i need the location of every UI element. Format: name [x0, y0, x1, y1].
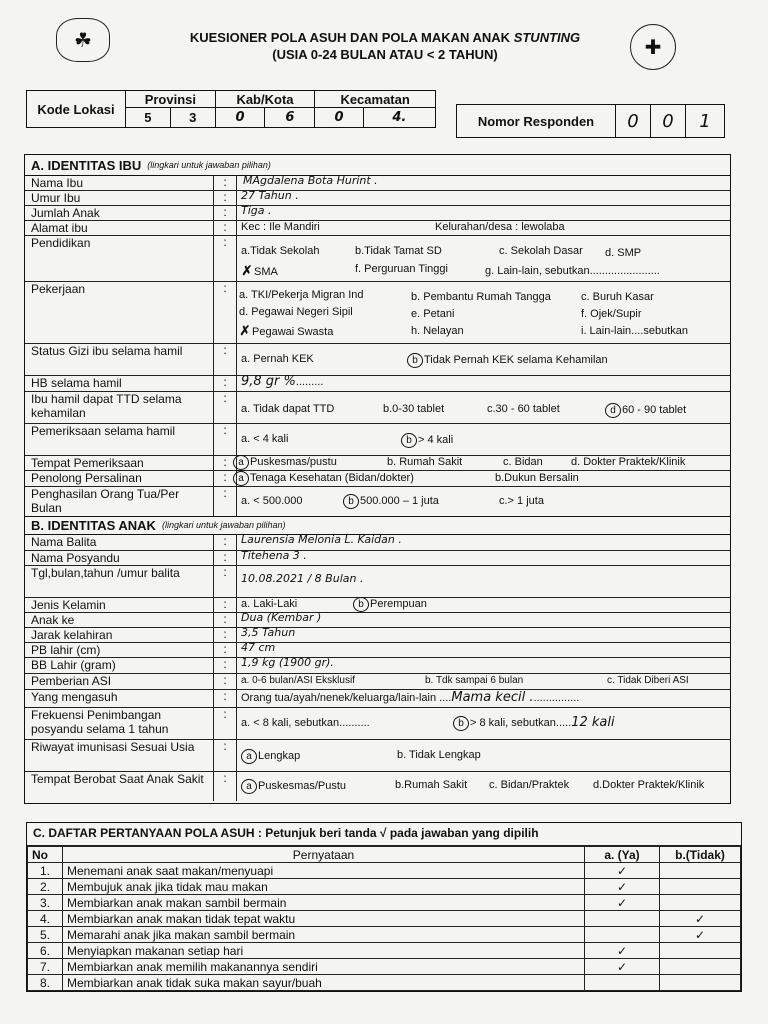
colon: :: [213, 486, 237, 516]
colon: :: [213, 739, 237, 771]
option: a.Tidak Sekolah: [241, 245, 320, 257]
field-value: 9,8 gr %: [241, 374, 296, 389]
row-no: 2.: [28, 879, 63, 895]
field-value: Titehena 3 .: [241, 549, 307, 562]
field-label: Jumlah Anak: [31, 206, 100, 220]
section-a-note: (lingkari untuk jawaban pilihan): [147, 160, 271, 170]
questionnaire-title: [140, 30, 630, 45]
field-value: MAgdalena Bota Hurint .: [243, 174, 378, 187]
table-row: [28, 943, 741, 959]
row-statement: Membiarkan anak memilih makanannya sendiri: [63, 959, 585, 975]
respondent-digit: 0: [651, 105, 686, 137]
title-emphasis: STUNTING: [513, 30, 581, 45]
option-selected: [605, 403, 686, 418]
colon: :: [213, 707, 237, 739]
provinsi-digit: 5: [126, 108, 171, 128]
option-selected: [241, 779, 346, 794]
field-label: Penolong Persalinan: [31, 471, 142, 485]
option-selected: [241, 263, 278, 279]
colon: :: [213, 550, 237, 565]
option-label: Pegawai Swasta: [252, 326, 334, 338]
circle-cross-mark-icon: b: [453, 716, 469, 731]
option: d. SMP: [605, 247, 642, 259]
location-code-table: [26, 90, 436, 128]
option: a. < 4 kali: [241, 433, 289, 445]
field-value: 47 cm: [241, 641, 276, 654]
colon: :: [213, 597, 237, 612]
option-label: Tidak Pernah KEK selama Kehamilan: [424, 354, 608, 366]
field-label: Riwayat imunisasi Sesuai Usia: [31, 740, 195, 754]
field-label: PB lahir (cm): [31, 643, 101, 657]
check-ya-icon: ✓: [585, 943, 660, 959]
row-pemberian-asi: [25, 673, 730, 690]
option: a. Pernah KEK: [241, 353, 314, 365]
option: f. Perguruan Tinggi: [355, 263, 448, 275]
circle-mark-icon: b: [407, 353, 423, 368]
colon: :: [213, 689, 237, 707]
row-bb-lahir: [25, 657, 730, 674]
option: b. Rumah Sakit: [387, 456, 463, 468]
row-penghasilan: [25, 486, 730, 517]
circle-mark-icon: a: [233, 471, 249, 486]
row-status-gizi: [25, 343, 730, 376]
field-label: Nama Posyandu: [31, 551, 120, 565]
option: b.0-30 tablet: [383, 403, 445, 415]
row-pekerjaan: [25, 281, 730, 344]
field-label: Jenis Kelamin: [31, 598, 106, 612]
option-label: Puskesmas/Pustu: [258, 780, 347, 792]
option-selected: [233, 455, 337, 470]
field-label: Tempat Berobat Saat Anak Sakit: [31, 772, 204, 786]
option: b.Tidak Tamat SD: [355, 245, 442, 257]
table-row: [28, 863, 741, 879]
field-label: Frekuensi Penimbangan posyandu selama 1 tahun: [31, 708, 169, 736]
colon: :: [213, 455, 237, 470]
row-no: 7.: [28, 959, 63, 975]
dotted-line: ...............: [533, 692, 580, 704]
option-selected: [343, 494, 439, 509]
check-tidak-icon: [660, 879, 741, 895]
option-label: > 8 kali, sebutkan.....: [470, 717, 572, 729]
colon: :: [213, 657, 237, 673]
colon: :: [213, 771, 237, 801]
cross-mark-icon: ✗: [241, 263, 253, 278]
kab-digit: 6: [265, 108, 315, 128]
field-label: Pendidikan: [31, 236, 91, 250]
respondent-number-box: [456, 104, 725, 138]
section-c-table: [26, 822, 742, 992]
section-c-title: C. DAFTAR PERTANYAAN POLA ASUH :: [33, 826, 262, 840]
parenting-questions-table: [27, 846, 741, 991]
field-value: 27 Tahun .: [241, 189, 299, 202]
section-c-instruction: Petunjuk beri tanda √ pada jawaban yang dipilih: [265, 826, 539, 840]
field-label: Alamat ibu: [31, 221, 88, 235]
option: c.30 - 60 tablet: [487, 403, 560, 415]
option-selected: [233, 471, 414, 486]
option-label: 500.000 – 1 juta: [360, 495, 439, 507]
colon: :: [213, 175, 237, 190]
table-row: [28, 975, 741, 991]
field-label: Status Gizi ibu selama hamil: [31, 344, 183, 358]
colon: :: [213, 220, 237, 235]
circle-cross-mark-icon: a: [241, 749, 257, 764]
col-header-ya: a. (Ya): [585, 847, 660, 863]
option-label: 60 - 90 tablet: [622, 404, 687, 416]
option: b. Pembantu Rumah Tangga: [411, 291, 551, 303]
row-pendidikan: [25, 235, 730, 282]
colon: :: [213, 642, 237, 657]
circle-cross-mark-icon: a: [241, 779, 257, 794]
row-no: 6.: [28, 943, 63, 959]
option: i. Lain-lain....sebutkan: [581, 325, 689, 337]
table-row: [28, 959, 741, 975]
colon: :: [213, 565, 237, 597]
right-health-emblem-logo: ✚: [630, 24, 676, 70]
field-label: Nama Ibu: [31, 176, 84, 190]
option: d.Dokter Praktek/Klinik: [593, 779, 705, 791]
kec-digit: 4.: [363, 108, 435, 128]
field-value: 3,5 Tahun: [241, 626, 296, 639]
option-selected: [239, 323, 333, 339]
field-label: BB Lahir (gram): [31, 658, 116, 672]
colon: :: [213, 470, 237, 486]
row-frekuensi-penimbangan: [25, 707, 730, 740]
check-ya-icon: [585, 975, 660, 991]
title-line1: KUESIONER POLA ASUH DAN POLA MAKAN ANAK: [189, 30, 511, 45]
identity-form: [24, 154, 731, 804]
table-row: [28, 927, 741, 943]
option: a. Tidak dapat TTD: [241, 403, 335, 415]
table-row: [28, 895, 741, 911]
circle-mark-icon: a: [233, 455, 249, 470]
check-ya-icon: ✓: [585, 895, 660, 911]
table-header-row: [28, 847, 741, 863]
option-label: Puskesmas/pustu: [250, 456, 337, 468]
row-statement: Menemani anak saat makan/menyuapi: [63, 863, 585, 879]
option-selected: [453, 715, 615, 731]
field-label: Tgl,bulan,tahun /umur balita: [31, 566, 180, 580]
left-emblem-logo: ☘: [56, 18, 110, 62]
check-ya-icon: ✓: [585, 879, 660, 895]
kab-kota-label: Kab/Kota: [215, 91, 315, 108]
row-ttd: [25, 391, 730, 424]
kecamatan-label: Kecamatan: [315, 91, 436, 108]
option-selected: [407, 353, 608, 368]
field-label: Pekerjaan: [31, 282, 86, 296]
option: a. TKI/Pekerja Migran Ind: [239, 289, 364, 301]
row-tanggal-lahir: [25, 565, 730, 598]
circle-mark-icon: d: [605, 403, 621, 418]
colon: :: [213, 190, 237, 205]
option-label: Lengkap: [258, 750, 301, 762]
col-header-tidak: b.(Tidak): [660, 847, 741, 863]
row-tempat-berobat: [25, 771, 730, 801]
row-no: 3.: [28, 895, 63, 911]
option: c. Bidan/Praktek: [489, 779, 570, 791]
check-ya-icon: [585, 927, 660, 943]
option: d. Pegawai Negeri Sipil: [239, 306, 353, 318]
field-label: Pemeriksaan selama hamil: [31, 424, 176, 438]
colon: :: [213, 205, 237, 220]
row-alamat-ibu: [25, 220, 730, 236]
row-statement: Membiarkan anak tidak suka makan sayur/buah: [63, 975, 585, 991]
col-header-no: No: [28, 847, 63, 863]
option: c.> 1 juta: [499, 495, 544, 507]
check-tidak-icon: [660, 959, 741, 975]
row-no: 4.: [28, 911, 63, 927]
colon: :: [213, 235, 237, 281]
field-value: Mama kecil .: [451, 690, 534, 705]
row-statement: Membiarkan anak makan tidak tepat waktu: [63, 911, 585, 927]
dotted-line: .........: [295, 376, 324, 388]
colon: :: [213, 391, 237, 423]
row-no: 1.: [28, 863, 63, 879]
table-row: [28, 879, 741, 895]
provinsi-label: Provinsi: [126, 91, 216, 108]
field-label: Jarak kelahiran: [31, 628, 113, 642]
option: a. < 500.000: [241, 495, 303, 507]
row-statement: Memarahi anak jika makan sambil bermain: [63, 927, 585, 943]
respondent-digit: 0: [616, 105, 651, 137]
option: d. Dokter Praktek/Klinik: [571, 456, 686, 468]
section-b-title: B. IDENTITAS ANAK: [31, 517, 156, 533]
option: h. Nelayan: [411, 325, 464, 337]
field-value: 12 kali: [571, 715, 615, 730]
row-statement: Membiarkan anak makan sambil bermain: [63, 895, 585, 911]
row-hb: [25, 375, 730, 392]
row-riwayat-imunisasi: [25, 739, 730, 772]
check-tidak-icon: [660, 975, 741, 991]
option: b.Dukun Bersalin: [495, 472, 579, 484]
circle-cross-mark-icon: b: [353, 597, 369, 612]
field-label: Nama Balita: [31, 535, 97, 549]
field-label: Anak ke: [31, 613, 75, 627]
circle-mark-icon: b: [343, 494, 359, 509]
field-label: Tempat Pemeriksaan: [31, 456, 144, 470]
colon: :: [213, 281, 237, 343]
row-nama-posyandu: [25, 550, 730, 566]
field-label: HB selama hamil: [31, 376, 122, 390]
kab-digit: 0: [215, 108, 265, 128]
row-pemeriksaan: [25, 423, 730, 456]
option: a. < 8 kali, sebutkan..........: [241, 717, 370, 729]
field-value: Dua (Kembar ): [241, 611, 322, 624]
colon: :: [213, 375, 237, 391]
colon: :: [213, 673, 237, 689]
row-no: 8.: [28, 975, 63, 991]
check-ya-icon: ✓: [585, 863, 660, 879]
field-label: Ibu hamil dapat TTD selama kehamilan: [31, 392, 182, 420]
respondent-number-label: Nomor Responden: [457, 105, 616, 137]
row-no: 5.: [28, 927, 63, 943]
option: b. Tdk sampai 6 bulan: [425, 675, 524, 686]
option: b.Rumah Sakit: [395, 779, 468, 791]
check-tidak-icon: [660, 895, 741, 911]
col-header-statement: Pernyataan: [63, 847, 585, 863]
option: a. Laki-Laki: [241, 598, 298, 610]
kelurahan-value: Kelurahan/desa : lewolaba: [435, 221, 565, 233]
field-label: Umur Ibu: [31, 191, 81, 205]
option-label: Tenaga Kesehatan (Bidan/dokter): [250, 472, 414, 484]
colon: :: [213, 612, 237, 627]
field-value: Laurensia Melonia L. Kaidan .: [241, 533, 402, 546]
option: e. Petani: [411, 308, 455, 320]
questionnaire-subtitle: (USIA 0-24 BULAN ATAU < 2 TAHUN): [272, 47, 498, 62]
option-label: SMA: [254, 266, 278, 278]
colon: :: [213, 627, 237, 642]
kec-digit: 0: [315, 108, 363, 128]
row-penolong-persalinan: [25, 470, 730, 487]
option: c. Buruh Kasar: [581, 291, 654, 303]
section-b-note: (lingkari untuk jawaban pilihan): [161, 520, 286, 530]
option-label: Perempuan: [370, 598, 427, 610]
field-label: Pemberian ASI: [31, 674, 112, 688]
check-tidak-icon: ✓: [660, 927, 741, 943]
section-c-header: [27, 823, 741, 846]
field-value: Tiga .: [241, 204, 272, 217]
kecamatan-value: Kec : Ile Mandiri: [241, 221, 320, 233]
row-statement: Menyiapkan makanan setiap hari: [63, 943, 585, 959]
circle-mark-icon: b: [401, 433, 417, 448]
row-tempat-pemeriksaan: [25, 455, 730, 471]
option: a. 0-6 bulan/ASI Eksklusif: [241, 675, 355, 686]
field-value: 10.08.2021 / 8 Bulan .: [241, 572, 364, 585]
field-label: Penghasilan Orang Tua/Per Bulan: [31, 487, 180, 515]
option: f. Ojek/Supir: [581, 308, 642, 320]
colon: :: [213, 534, 237, 550]
option: b. Tidak Lengkap: [397, 749, 481, 761]
colon: :: [213, 343, 237, 375]
colon: :: [213, 423, 237, 455]
field-value: 1,9 kg (1900 gr).: [241, 656, 334, 669]
location-code-label: Kode Lokasi: [27, 91, 126, 128]
row-statement: Membujuk anak jika tidak mau makan: [63, 879, 585, 895]
check-ya-icon: [585, 911, 660, 927]
check-tidak-icon: [660, 943, 741, 959]
option-selected: [241, 749, 300, 764]
option-list: Orang tua/ayah/nenek/keluarga/lain-lain ....: [241, 692, 452, 704]
option: c. Tidak Diberi ASI: [607, 675, 689, 686]
cross-mark-icon: ✗: [239, 323, 251, 338]
provinsi-digit: 3: [170, 108, 215, 128]
option: c. Bidan: [503, 456, 543, 468]
check-ya-icon: ✓: [585, 959, 660, 975]
section-a-title: A. IDENTITAS IBU: [31, 157, 142, 173]
option: g. Lain-lain, sebutkan.......................: [485, 265, 660, 277]
field-label: Yang mengasuh: [31, 690, 118, 704]
respondent-digit: 1: [699, 110, 711, 132]
option-selected: [401, 433, 453, 448]
table-row: [28, 911, 741, 927]
check-tidak-icon: [660, 863, 741, 879]
option: c. Sekolah Dasar: [499, 245, 583, 257]
option-label: > 4 kali: [418, 434, 454, 446]
check-tidak-icon: ✓: [660, 911, 741, 927]
row-yang-mengasuh: [25, 689, 730, 708]
